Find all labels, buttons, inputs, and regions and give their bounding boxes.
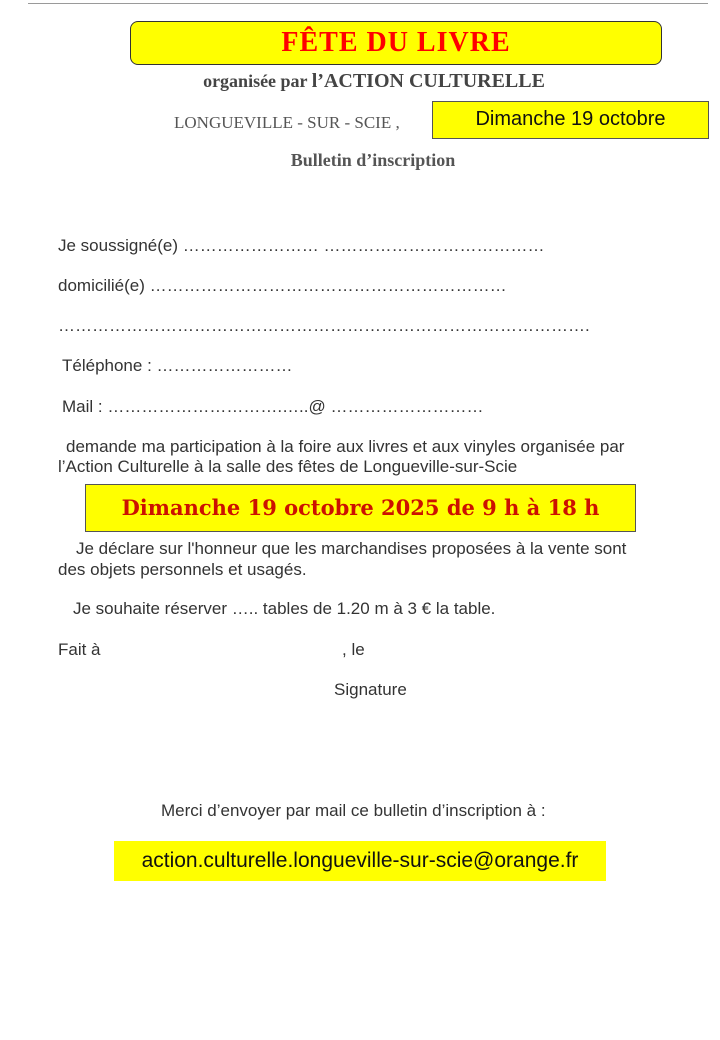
signature-label: Signature — [334, 680, 407, 699]
table-reservation: Je souhaite réserver ….. tables de 1.20 m à 3 € la table. — [73, 599, 496, 618]
phone-field: Téléphone : …………………… — [62, 356, 293, 375]
organizer-prefix: organisée par — [203, 71, 312, 91]
made-at-label: Fait à — [58, 640, 101, 659]
event-location: LONGUEVILLE - SUR - SCIE , — [174, 113, 400, 132]
request-text-line-2: l’Action Culturelle à la salle des fêtes de Longueville-sur-Scie — [58, 457, 518, 476]
form-title: Bulletin d’inscription — [290, 150, 456, 170]
name-field: Je soussigné(e) …………………… ………………………………… — [58, 236, 545, 255]
organizer-line — [0, 70, 720, 93]
request-text-line-1: demande ma participation à la foire aux livres et aux vinyles organisée par — [66, 437, 625, 456]
event-title: FÊTE DU LIVRE — [130, 21, 662, 65]
event-date-badge: Dimanche 19 octobre — [432, 101, 709, 139]
event-datetime-banner: Dimanche 19 octobre 2025 de 9 h à 18 h — [85, 484, 636, 532]
top-divider — [28, 3, 708, 4]
date-label: , le — [342, 640, 365, 659]
contact-email: action.culturelle.longueville-sur-scie@orange.fr — [114, 841, 606, 881]
mail-field: Mail : ………………………….…..@ ……………………… — [62, 397, 484, 416]
address-field: domicilié(e) ……………………………………………………… — [58, 276, 507, 295]
send-instruction: Merci d’envoyer par mail ce bulletin d’inscription à : — [161, 801, 546, 820]
declaration-line-1: Je déclare sur l'honneur que les marchandises proposées à la vente sont — [76, 539, 627, 558]
declaration-line-2: des objets personnels et usagés. — [58, 560, 307, 579]
address-field-continuation: …………………………………………………………………………………. — [58, 316, 590, 335]
organizer-name: l’ACTION CULTURELLE — [311, 70, 545, 92]
